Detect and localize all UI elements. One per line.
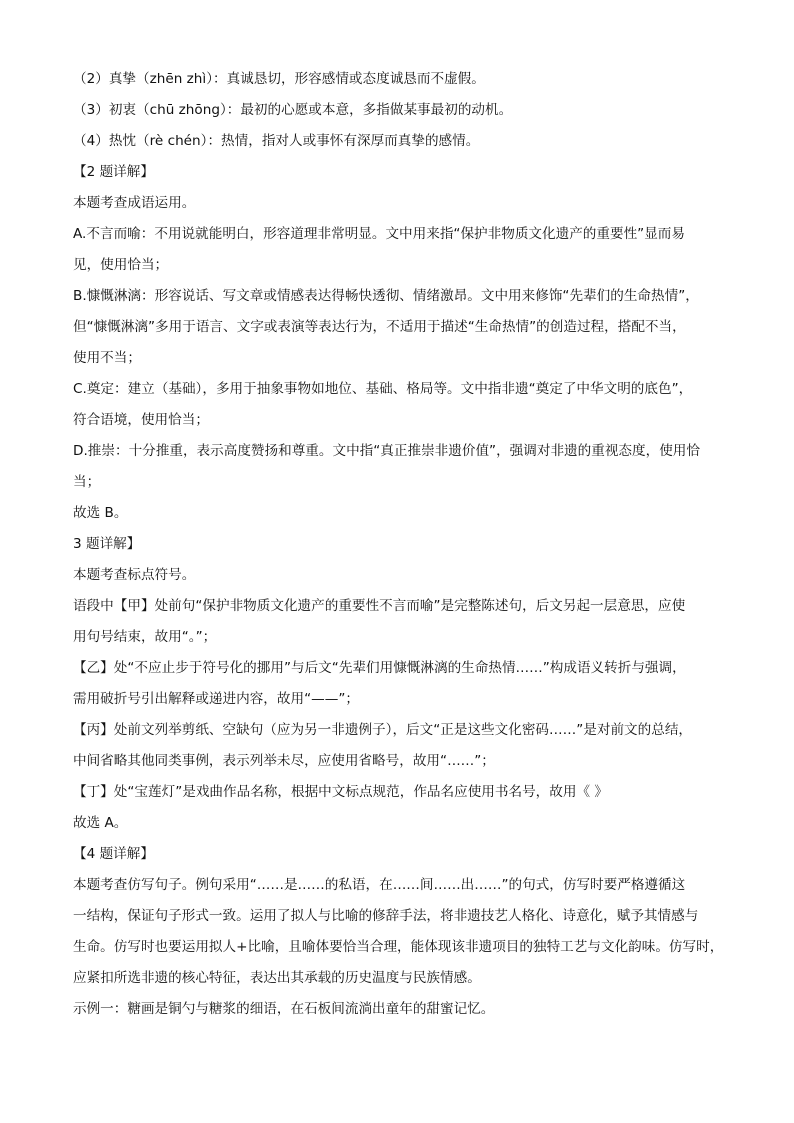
q4-example-one: 示例一：糖画是铜勺与糖浆的细语，在石板间流淌出童年的甜蜜记忆。 xyxy=(73,1001,495,1017)
q3-jia-line1: 语段中【甲】处前句“保护非物质文化遗产的重要性不言而喻”是完整陈述句，后文另起一层意思，应使 xyxy=(73,598,686,614)
document-page xyxy=(73,64,735,1025)
q4-line1: 本题考查仿写句子。例句采用“……是……的私语，在……间……出……”的句式，仿写时要严格遵循这 xyxy=(73,877,686,893)
q2-option-b-line1: B.慷慨淋漓：形容说话、写文章或情感表达得畅快透彻、情绪激昂。文中用来修饰“先辈们的生命热情”， xyxy=(73,288,699,304)
q2-option-b-line2: 但“慷慨淋漓”多用于语言、文字或表演等表达行为，不适用于描述“生命热情”的创造过程，搭配不当， xyxy=(73,319,686,335)
q3-bing-line2: 中间省略其他同类事例，表示列举未尽，应使用省略号，故用“……”； xyxy=(73,753,495,769)
section-heading-q4: 【4 题详解】 xyxy=(73,846,154,862)
q2-option-d-line2: 当； xyxy=(73,474,101,490)
q4-line4: 应紧扣所选非遗的核心特征，表达出其承载的历史温度与民族情感。 xyxy=(73,970,481,986)
answer-line-chuzhong: （3）初衷（chū zhōng）：最初的心愿或本意，多指做某事最初的动机。 xyxy=(73,102,513,118)
q3-jia-line2: 用句号结束，故用“。”； xyxy=(73,629,217,645)
q2-intro: 本题考查成语运用。 xyxy=(73,195,196,211)
answer-line-rechen: （4）热忱（rè chén）：热情，指对人或事怀有深厚而真挚的感情。 xyxy=(73,133,480,149)
answer-line-zhenzhi: （2）真挚（zhēn zhì）：真诚恳切，形容感情或态度诚恳而不虚假。 xyxy=(73,71,485,87)
q3-yi-line2: 需用破折号引出解释或递进内容，故用“——”； xyxy=(73,691,359,707)
q4-line3: 生命。仿写时也要运用拟人+比喻，且喻体要恰当合理，能体现该非遗项目的独特工艺与文化韵味。仿写时， xyxy=(73,939,724,955)
q2-option-b-line3: 使用不当； xyxy=(73,350,141,366)
q2-option-d-line1: D.推崇：十分推重，表示高度赞扬和尊重。文中指“真正推崇非遗价值”，强调对非遗的重视态度，使用恰 xyxy=(73,443,700,459)
q2-option-a-line2: 见，使用恰当； xyxy=(73,257,169,273)
q2-option-a-line1: A.不言而喻：不用说就能明白，形容道理非常明显。文中用来指“保护非物质文化遗产的重要性”显而易 xyxy=(73,226,685,242)
q3-bing-line1: 【丙】处前文列举剪纸、空缺句（应为另一非遗例子），后文“正是这些文化密码……”是对前文的总结， xyxy=(73,722,693,738)
q3-yi-line1: 【乙】处“不应止步于符号化的挪用”与后文“先辈们用慷慨淋漓的生命热情……”构成语义转折与强调， xyxy=(73,660,686,676)
q2-answer: 故选 B。 xyxy=(73,505,128,521)
q3-intro: 本题考查标点符号。 xyxy=(73,567,196,583)
q3-ding-line: 【丁】处“宝莲灯”是戏曲作品名称，根据中文标点规范，作品名应使用书名号，故用《 》 xyxy=(73,784,608,800)
q4-line2: 一结构，保证句子形式一致。运用了拟人与比喻的修辞手法，将非遗技艺人格化、诗意化，赋予其情感与 xyxy=(73,908,699,924)
q2-option-c-line2: 符合语境，使用恰当； xyxy=(73,412,209,428)
section-heading-q3: 3 题详解】 xyxy=(73,536,141,552)
q2-option-c-line1: C.奠定：建立（基础），多用于抽象事物如地位、基础、格局等。文中指非遗“奠定了中华文明的底色”， xyxy=(73,381,693,397)
section-heading-q2: 【2 题详解】 xyxy=(73,164,154,180)
q3-answer: 故选 A。 xyxy=(73,815,128,831)
